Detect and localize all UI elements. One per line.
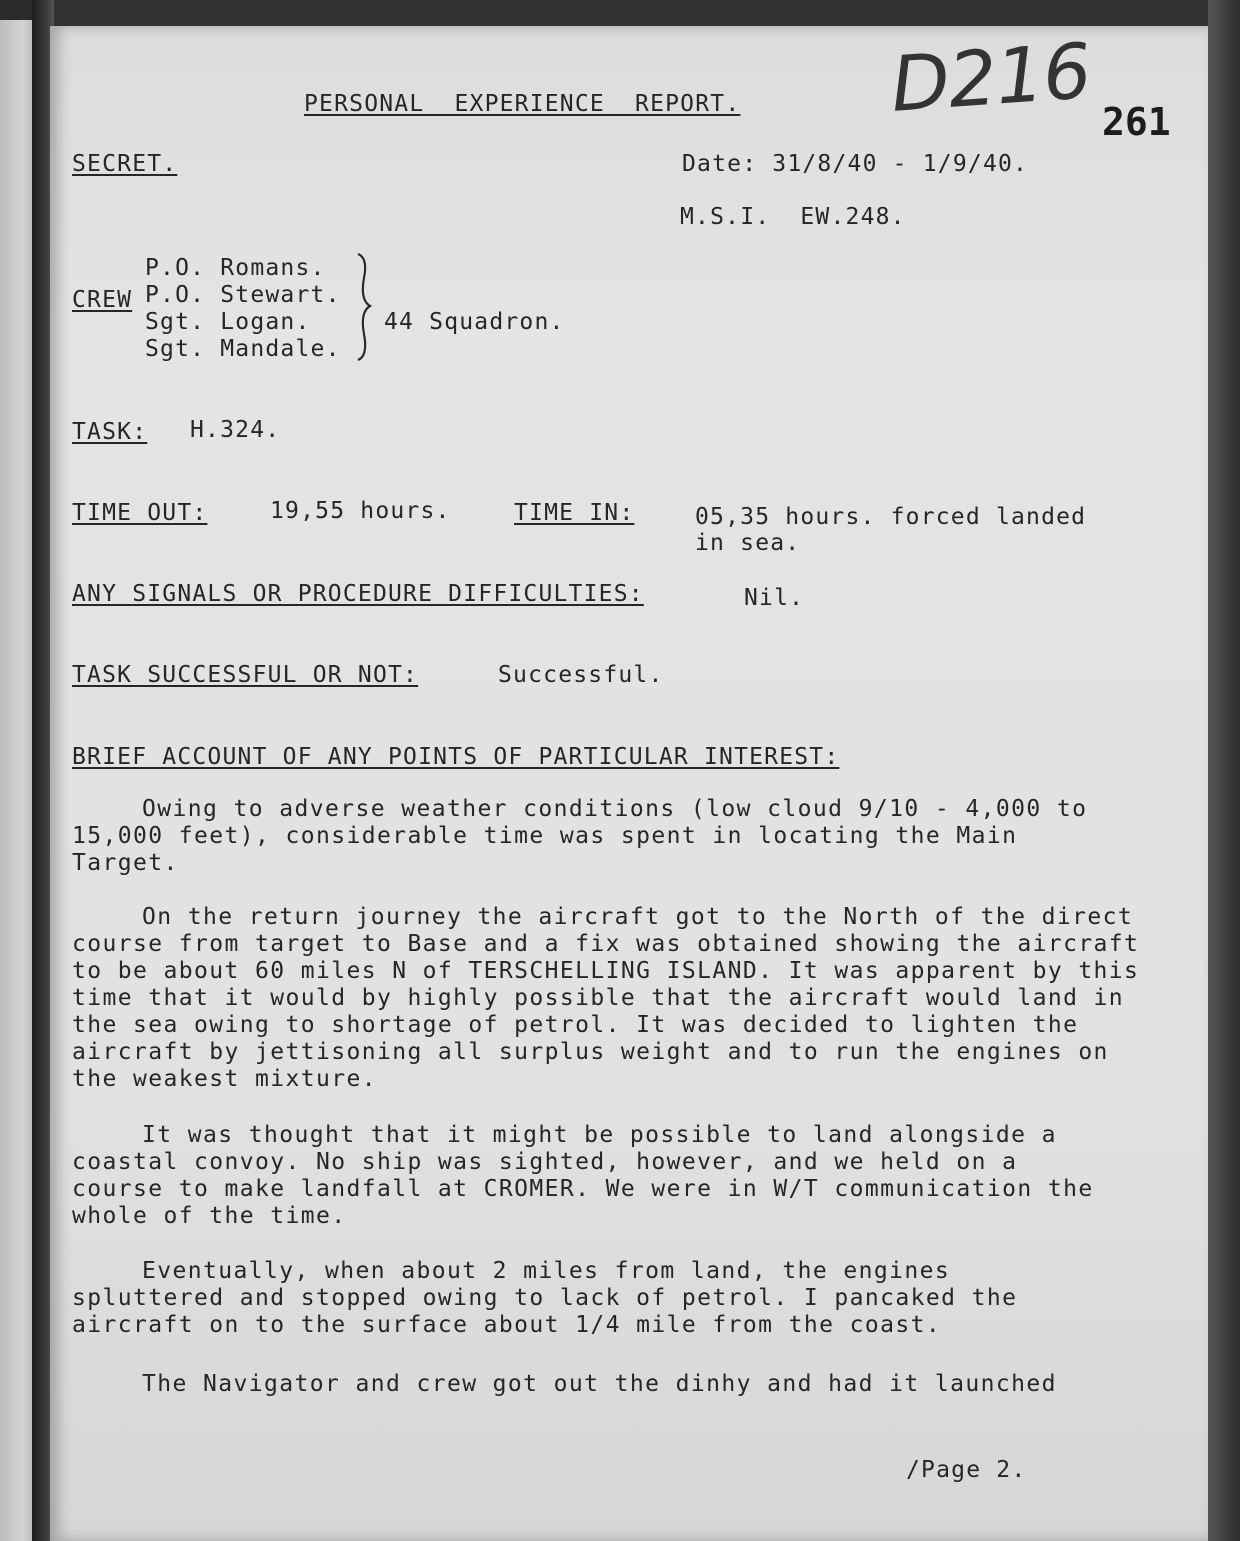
squadron-name: 44 Squadron. bbox=[384, 309, 565, 335]
time-in-label: TIME IN: bbox=[514, 500, 635, 526]
account-paragraph: Owing to adverse weather conditions (low cloud 9/10 - 4,000 to 15,000 feet), considerable time was spent in locating the Main Target. bbox=[72, 796, 1088, 876]
crew-member: P.O. Stewart. bbox=[145, 282, 341, 308]
account-paragraph: On the return journey the aircraft got to the North of the direct course from target to Base and a fix was obtained showing the aircraft to be about 60 miles N of TERSCHELLING ISLAND. It was apparent by this time that it would by highly possible that the aircraft would land in the sea owing to shortage of petrol. It was decided to lighten the aircraft by jettisoning all surplus weight and to run the engines on the weakest mixture. bbox=[72, 904, 1140, 1092]
report-title: PERSONAL EXPERIENCE REPORT. bbox=[304, 91, 741, 117]
time-in-value: 05,35 hours. forced landed bbox=[695, 504, 1087, 530]
page-number: 261 bbox=[1102, 100, 1171, 144]
continuation-note: /Page 2. bbox=[906, 1457, 1027, 1483]
success-label: TASK SUCCESSFUL OR NOT: bbox=[72, 662, 419, 688]
handwritten-reference: D216 bbox=[888, 26, 1094, 129]
scan-right-edge bbox=[1208, 0, 1240, 1541]
account-paragraph: It was thought that it might be possible to land alongside a coastal convoy. No ship was sighted, however, and we held on a course to make landfall at CROMER. We were in W/T communication the whole of the time. bbox=[72, 1122, 1094, 1229]
crew-brace bbox=[354, 252, 374, 362]
task-value: H.324. bbox=[190, 417, 281, 443]
msi-reference: M.S.I. EW.248. bbox=[680, 204, 906, 230]
task-label: TASK: bbox=[72, 419, 148, 445]
report-date: Date: 31/8/40 - 1/9/40. bbox=[682, 151, 1029, 177]
time-out-label: TIME OUT: bbox=[72, 500, 208, 526]
scan-top-edge bbox=[50, 0, 1240, 26]
crew-member: P.O. Romans. bbox=[145, 255, 326, 281]
signals-value: Nil. bbox=[744, 585, 805, 611]
account-heading: BRIEF ACCOUNT OF ANY POINTS OF PARTICULAR INTEREST: bbox=[72, 744, 840, 770]
account-paragraph: The Navigator and crew got out the dinhy and had it launched bbox=[142, 1371, 1057, 1397]
crew-member: Sgt. Logan. bbox=[145, 309, 311, 335]
account-paragraph: Eventually, when about 2 miles from land, the engines spluttered and stopped owing to lack of petrol. I pancaked the aircraft on to the surface about 1/4 mile from the coast. bbox=[72, 1258, 1018, 1338]
time-in-value-continued: in sea. bbox=[695, 530, 801, 556]
classification-label: SECRET. bbox=[72, 151, 178, 177]
signals-label: ANY SIGNALS OR PROCEDURE DIFFICULTIES: bbox=[72, 581, 644, 607]
success-value: Successful. bbox=[498, 662, 664, 688]
crew-label: CREW bbox=[72, 287, 133, 313]
crew-member: Sgt. Mandale. bbox=[145, 336, 341, 362]
time-out-value: 19,55 hours. bbox=[270, 498, 451, 524]
